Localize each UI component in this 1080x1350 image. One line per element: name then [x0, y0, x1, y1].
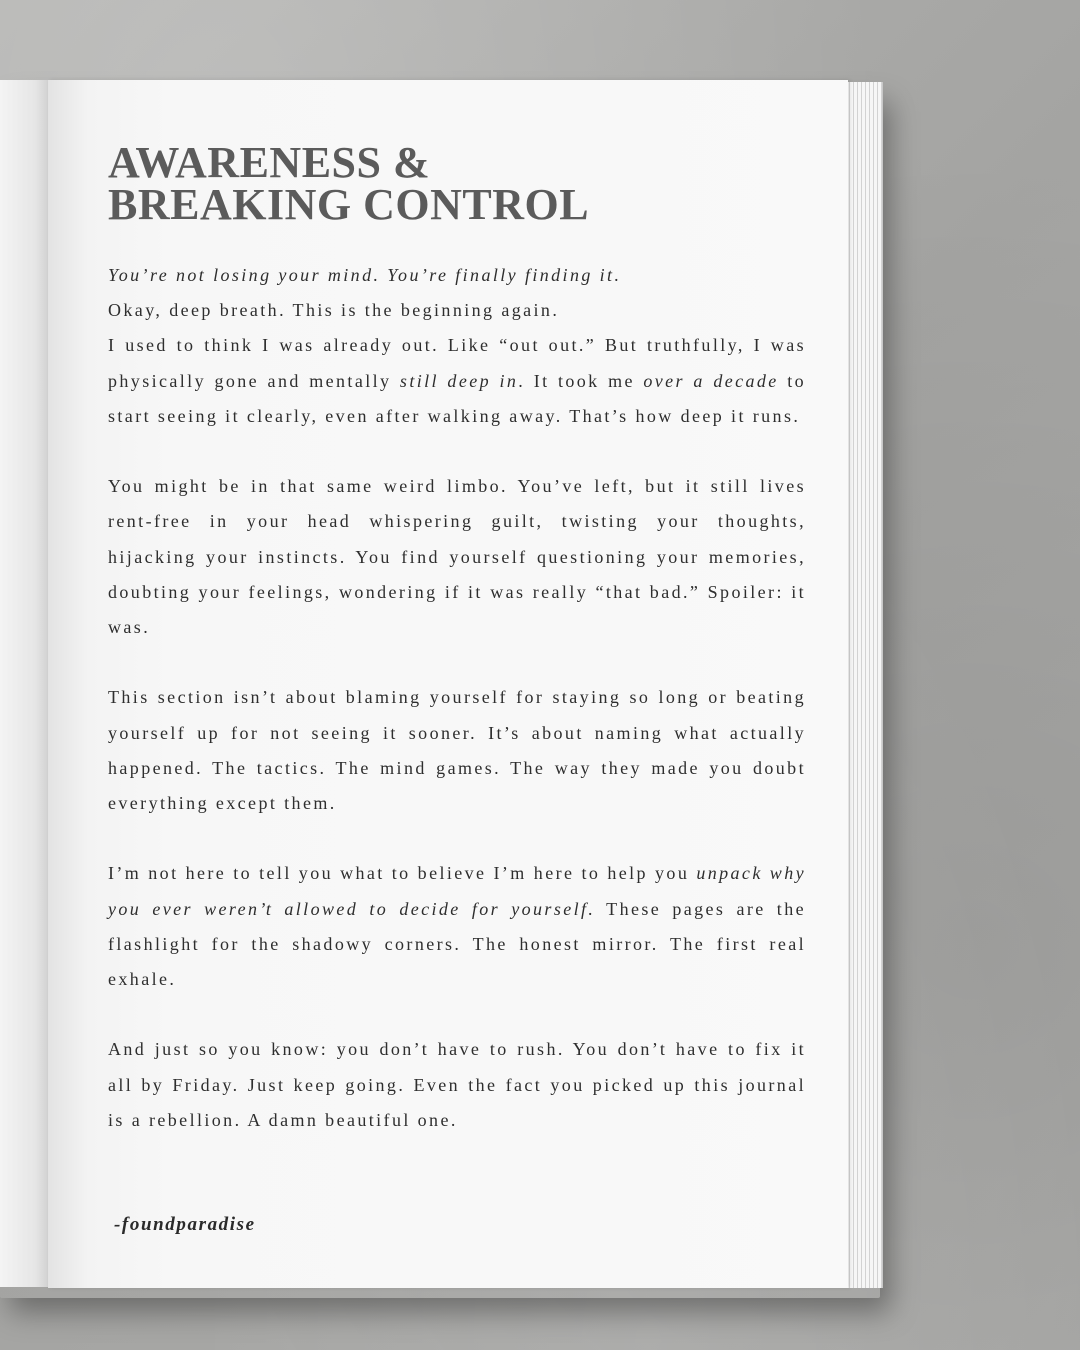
paragraph-gap: [108, 434, 806, 469]
signature: -foundparadise: [114, 1214, 256, 1235]
paragraph-4-emphasis: unpack why you ever weren’t allowed to decide for yourself.: [108, 863, 806, 919]
paragraph-gap: [108, 997, 806, 1032]
left-page-edge: [0, 80, 50, 1287]
paragraph-gap: [108, 645, 806, 680]
page-title: [108, 138, 808, 229]
paragraph-3: This section isn’t about blaming yourself for staying so long or beating yourself up for not seeing it sooner. It’s about naming what actually happened. The tactics. The mind games. The way they made you doubt everything except them.: [108, 687, 806, 814]
paragraph-1-emphasis-still-deep-in: still deep in: [399, 370, 519, 391]
paragraph-4-text-c: These pages are the flashlight for the shadowy corners. The honest mirror. The first real exhale.: [108, 898, 806, 990]
page-body: [108, 258, 806, 1138]
page-edges: [846, 82, 883, 1288]
paragraph-4: [108, 856, 806, 997]
paragraph-gap: [108, 821, 806, 856]
paragraph-1-emphasis-over-a-decade: over a decade: [643, 370, 779, 391]
paragraph-4-text-a: I’m not here to tell you what to believe I’m here to help you: [108, 863, 697, 884]
intro-line: Okay, deep breath. This is the beginning again.: [108, 300, 560, 321]
tagline: You’re not losing your mind. You’re finally finding it.: [108, 265, 622, 285]
paragraph-1-text-a: I used to think I was already out. Like “out out.” But truthfully, I was physically gone and mentally: [108, 335, 806, 391]
paragraph-5: And just so you know: you don’t have to rush. You don’t have to fix it all by Friday. Just keep going. Even the fact you picked up this journal is a rebellion. A damn beautiful one.: [108, 1039, 806, 1130]
paragraph-1: [108, 328, 806, 434]
paragraph-2: You might be in that same weird limbo. You’ve left, but it still lives rent-free in your head whispering guilt, twisting your thoughts, hijacking your instincts. You find yourself questioning your memories, doubting your feelings, wondering if it was really “that bad.” Spoiler: it was.: [108, 476, 806, 638]
title-line-2: BREAKING CONTROL: [108, 180, 590, 229]
journal-page: [48, 80, 848, 1288]
paragraph-1-text-c: . It took me: [518, 370, 644, 391]
title-line-1: AWARENESS &: [108, 138, 431, 187]
paragraph-1-text-e: to start seeing it clearly, even after walking away. That’s how deep it runs.: [108, 370, 806, 426]
